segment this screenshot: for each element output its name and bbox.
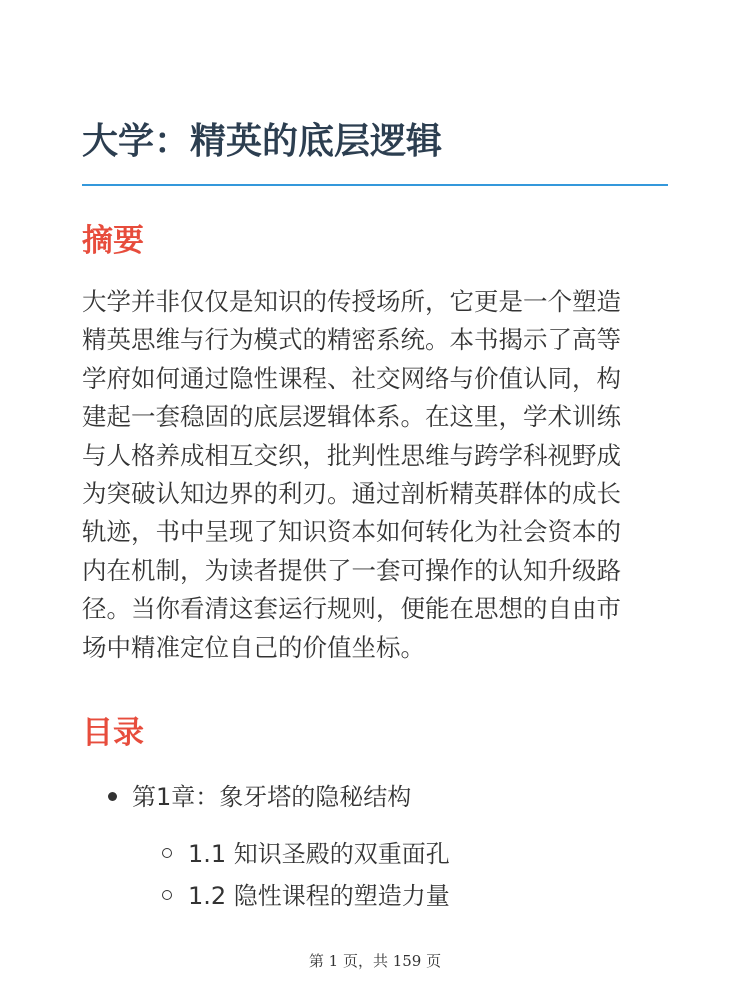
abstract-line: 场中精准定位自己的价值坐标。: [82, 632, 425, 662]
abstract-heading: 摘要: [82, 223, 144, 259]
abstract-line: 轨迹，书中呈现了知识资本如何转化为社会资本的: [82, 517, 621, 547]
abstract-line: 径。当你看清这套运行规则，便能在思想的自由市: [82, 594, 621, 624]
title-divider: [82, 184, 668, 186]
toc-section-item[interactable]: [162, 834, 450, 874]
toc-chapter-item[interactable]: [108, 777, 411, 817]
abstract-line: 建起一套稳固的底层逻辑体系。在这里，学术训练: [82, 402, 621, 432]
abstract-line: 学府如何通过隐性课程、社交网络与价值认同，构: [82, 363, 621, 393]
page-number-footer: 第 1 页，共 159 页: [308, 952, 442, 970]
abstract-line: 与人格养成相互交织，批判性思维与跨学科视野成: [82, 440, 621, 470]
abstract-line: 为突破认知边界的利刃。通过剖析精英群体的成长: [82, 479, 621, 509]
page-title: 大学：精英的底层逻辑: [82, 121, 443, 162]
circle-bullet-icon: [162, 890, 172, 900]
abstract-paragraph: [82, 283, 682, 667]
toc-chapter-label: 第1章：象牙塔的隐秘结构: [132, 783, 412, 811]
abstract-line: 内在机制，为读者提供了一套可操作的认知升级路: [82, 555, 621, 585]
abstract-line: 大学并非仅仅是知识的传授场所，它更是一个塑造: [82, 287, 621, 316]
toc-section-label: 1.2 隐性课程的塑造力量: [188, 882, 450, 910]
bullet-icon: [108, 792, 117, 801]
circle-bullet-icon: [162, 848, 172, 858]
toc-heading: 目录: [82, 715, 144, 751]
toc-section-label: 1.1 知识圣殿的双重面孔: [188, 840, 450, 868]
abstract-line: 精英思维与行为模式的精密系统。本书揭示了高等: [82, 325, 621, 355]
toc-section-item[interactable]: [162, 876, 450, 916]
